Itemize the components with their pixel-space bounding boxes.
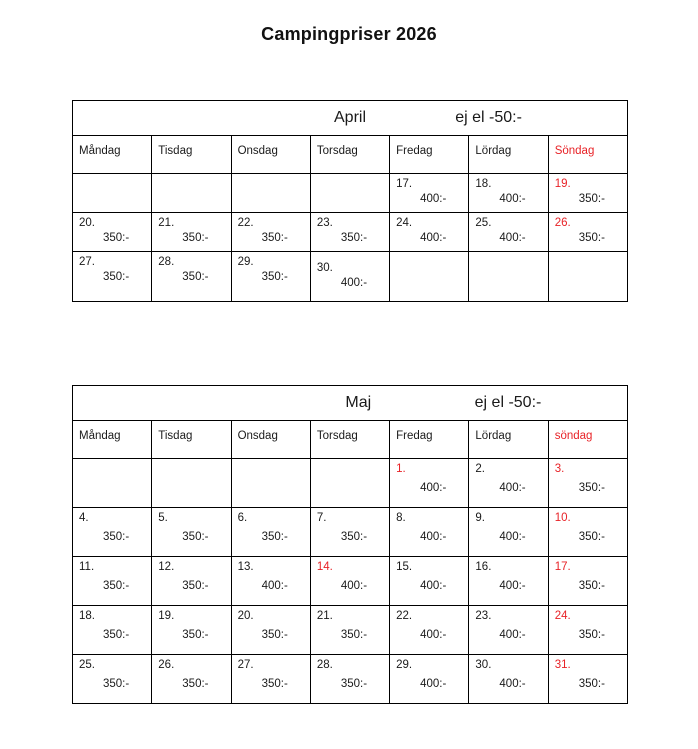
- day-number: 21.: [316, 610, 333, 622]
- day-number: 16.: [475, 561, 492, 573]
- day-cell: [548, 557, 627, 606]
- day-number: 23.: [475, 610, 492, 622]
- month-title-cell: [73, 101, 628, 136]
- page-title: Campingpriser 2026: [261, 24, 437, 44]
- weekday-header: Måndag: [73, 421, 152, 459]
- day-number: 8.: [396, 512, 406, 524]
- weekday-header: Tisdag: [152, 421, 231, 459]
- day-number: 1.: [396, 463, 406, 475]
- empty-day-cell: [152, 459, 231, 508]
- day-price: 400:-: [420, 580, 447, 592]
- day-number: 31.: [554, 659, 571, 671]
- day-cell: [73, 606, 152, 655]
- day-number: 25.: [475, 217, 492, 229]
- day-cell: [73, 213, 152, 252]
- day-number: 5.: [158, 512, 168, 524]
- weekday-header: Måndag: [73, 136, 152, 174]
- day-number: 6.: [237, 512, 248, 524]
- day-number: 24.: [396, 217, 413, 229]
- day-number: 20.: [237, 610, 254, 622]
- day-number: 30.: [316, 262, 333, 274]
- day-number: 18.: [79, 610, 95, 622]
- day-cell: [231, 252, 310, 302]
- day-price: 350:-: [182, 629, 209, 641]
- day-price: 400:-: [499, 531, 526, 543]
- day-price: 350:-: [103, 629, 130, 641]
- day-number: 28.: [158, 256, 175, 268]
- day-price: 350:-: [340, 232, 368, 244]
- day-number: 20.: [79, 217, 95, 229]
- weekday-header: Lördag: [469, 136, 548, 174]
- day-price: 350:-: [182, 271, 209, 283]
- day-number: 19.: [554, 178, 571, 190]
- day-price: 350:-: [103, 678, 130, 690]
- weekday-header: Onsdag: [231, 421, 310, 459]
- day-cell: [152, 252, 231, 302]
- day-price: 350:-: [182, 580, 209, 592]
- day-number: 17.: [554, 561, 571, 573]
- day-number: 7.: [316, 512, 327, 524]
- day-cell: [390, 508, 469, 557]
- empty-day-cell: [390, 252, 469, 302]
- calendar-week-row: [73, 606, 628, 655]
- day-cell: [548, 213, 627, 252]
- day-number: 26.: [554, 217, 571, 229]
- day-cell: [548, 508, 627, 557]
- day-number: 11.: [79, 561, 95, 573]
- day-cell: [310, 655, 389, 704]
- day-price: 350:-: [182, 531, 209, 543]
- day-price: 400:-: [420, 193, 447, 205]
- weekday-header: Onsdag: [231, 136, 310, 174]
- day-price: 400:-: [499, 580, 526, 592]
- day-price: 350:-: [340, 678, 368, 690]
- day-price: 400:-: [499, 482, 526, 494]
- day-number: 4.: [79, 512, 89, 524]
- day-price: 350:-: [261, 678, 288, 690]
- day-cell: [548, 606, 627, 655]
- day-cell: [310, 606, 389, 655]
- day-number: 9.: [475, 512, 485, 524]
- day-price: 350:-: [103, 580, 130, 592]
- day-price: 350:-: [103, 531, 130, 543]
- weekday-header: Söndag: [548, 136, 627, 174]
- day-cell: [390, 655, 469, 704]
- month-title-row: [73, 101, 628, 136]
- calendar-table-april: [72, 100, 628, 302]
- weekday-header-row: [73, 136, 628, 174]
- calendar-week-row: [73, 174, 628, 213]
- day-price: 350:-: [578, 193, 605, 205]
- calendar-week-row: [73, 459, 628, 508]
- weekday-header: Lördag: [469, 421, 548, 459]
- day-cell: [548, 655, 627, 704]
- empty-day-cell: [310, 459, 389, 508]
- day-cell: [469, 508, 548, 557]
- day-number: 18.: [475, 178, 492, 190]
- day-number: 2.: [475, 463, 485, 475]
- day-cell: [231, 655, 310, 704]
- day-price: 350:-: [261, 271, 288, 283]
- month-title-cell: [73, 386, 628, 421]
- day-number: 12.: [158, 561, 175, 573]
- weekday-header: Torsdag: [310, 421, 389, 459]
- day-cell: [310, 252, 389, 302]
- weekday-header: Fredag: [390, 421, 469, 459]
- calendar-week-row: [73, 213, 628, 252]
- day-cell: [152, 655, 231, 704]
- day-cell: [73, 557, 152, 606]
- day-cell: [469, 606, 548, 655]
- day-cell: [548, 459, 627, 508]
- day-cell: [469, 655, 548, 704]
- day-number: 30.: [475, 659, 492, 671]
- day-number: 29.: [237, 256, 254, 268]
- day-cell: [469, 557, 548, 606]
- day-price: 350:-: [578, 580, 605, 592]
- day-price: 350:-: [261, 629, 288, 641]
- month-title: Maj: [345, 394, 372, 411]
- day-cell: [231, 508, 310, 557]
- day-number: 23.: [316, 217, 333, 229]
- weekday-header-row: [73, 421, 628, 459]
- day-price: 350:-: [340, 629, 368, 641]
- month-title-row: [73, 386, 628, 421]
- empty-day-cell: [548, 252, 627, 302]
- day-cell: [231, 606, 310, 655]
- day-cell: [390, 213, 469, 252]
- day-number: 19.: [158, 610, 175, 622]
- day-cell: [310, 213, 389, 252]
- day-cell: [390, 174, 469, 213]
- calendar-week-row: [73, 557, 628, 606]
- day-number: 3.: [554, 463, 565, 475]
- day-price: 400:-: [420, 531, 447, 543]
- day-cell: [152, 606, 231, 655]
- day-price: 400:-: [340, 580, 368, 592]
- day-cell: [390, 459, 469, 508]
- day-cell: [310, 508, 389, 557]
- weekday-header: Torsdag: [310, 136, 389, 174]
- day-cell: [548, 174, 627, 213]
- day-price: 400:-: [499, 678, 526, 690]
- empty-day-cell: [310, 174, 389, 213]
- empty-day-cell: [73, 459, 152, 508]
- day-number: 29.: [396, 659, 413, 671]
- calendar-week-row: [73, 508, 628, 557]
- day-number: 27.: [79, 256, 95, 268]
- day-cell: [152, 508, 231, 557]
- day-number: 25.: [79, 659, 95, 671]
- day-number: 21.: [158, 217, 175, 229]
- month-title: April: [333, 109, 367, 126]
- day-price: 350:-: [578, 482, 605, 494]
- day-number: 10.: [554, 512, 571, 524]
- day-price: 350:-: [261, 531, 288, 543]
- day-price: 350:-: [103, 271, 130, 283]
- day-cell: [231, 213, 310, 252]
- day-price: 350:-: [182, 678, 209, 690]
- day-price: 350:-: [578, 531, 605, 543]
- day-price: 350:-: [578, 678, 605, 690]
- day-cell: [310, 557, 389, 606]
- day-price: 400:-: [420, 232, 447, 244]
- day-price: 400:-: [420, 482, 447, 494]
- electricity-note: ej el -50:-: [455, 109, 522, 126]
- empty-day-cell: [152, 174, 231, 213]
- day-price: 400:-: [499, 193, 526, 205]
- day-cell: [152, 213, 231, 252]
- day-price: 350:-: [578, 629, 605, 641]
- day-price: 400:-: [420, 629, 447, 641]
- day-price: 350:-: [103, 232, 130, 244]
- electricity-note: ej el -50:-: [474, 394, 542, 411]
- day-number: 28.: [316, 659, 333, 671]
- calendar-week-row: [73, 655, 628, 704]
- weekday-header: söndag: [548, 421, 627, 459]
- day-number: 17.: [396, 178, 413, 190]
- day-price: 400:-: [340, 277, 368, 289]
- weekday-header: Fredag: [390, 136, 469, 174]
- empty-day-cell: [469, 252, 548, 302]
- day-cell: [469, 459, 548, 508]
- day-cell: [73, 508, 152, 557]
- day-price: 400:-: [420, 678, 447, 690]
- day-price: 350:-: [578, 232, 605, 244]
- empty-day-cell: [231, 174, 310, 213]
- day-number: 22.: [396, 610, 413, 622]
- day-cell: [231, 557, 310, 606]
- day-price: 400:-: [499, 629, 526, 641]
- day-number: 13.: [237, 561, 254, 573]
- day-cell: [152, 557, 231, 606]
- day-number: 26.: [158, 659, 175, 671]
- day-number: 24.: [554, 610, 571, 622]
- calendar-week-row: [73, 252, 628, 302]
- day-cell: [469, 213, 548, 252]
- day-cell: [390, 606, 469, 655]
- day-price: 350:-: [340, 531, 368, 543]
- day-price: 350:-: [182, 232, 209, 244]
- day-cell: [73, 655, 152, 704]
- day-number: 15.: [396, 561, 413, 573]
- day-cell: [73, 252, 152, 302]
- day-number: 27.: [237, 659, 254, 671]
- day-cell: [390, 557, 469, 606]
- day-price: 400:-: [499, 232, 526, 244]
- weekday-header: Tisdag: [152, 136, 231, 174]
- day-price: 400:-: [261, 580, 288, 592]
- empty-day-cell: [73, 174, 152, 213]
- day-number: 22.: [237, 217, 254, 229]
- day-price: 350:-: [261, 232, 288, 244]
- calendar-table-maj: [72, 385, 628, 704]
- empty-day-cell: [231, 459, 310, 508]
- day-number: 14.: [316, 561, 333, 573]
- day-cell: [469, 174, 548, 213]
